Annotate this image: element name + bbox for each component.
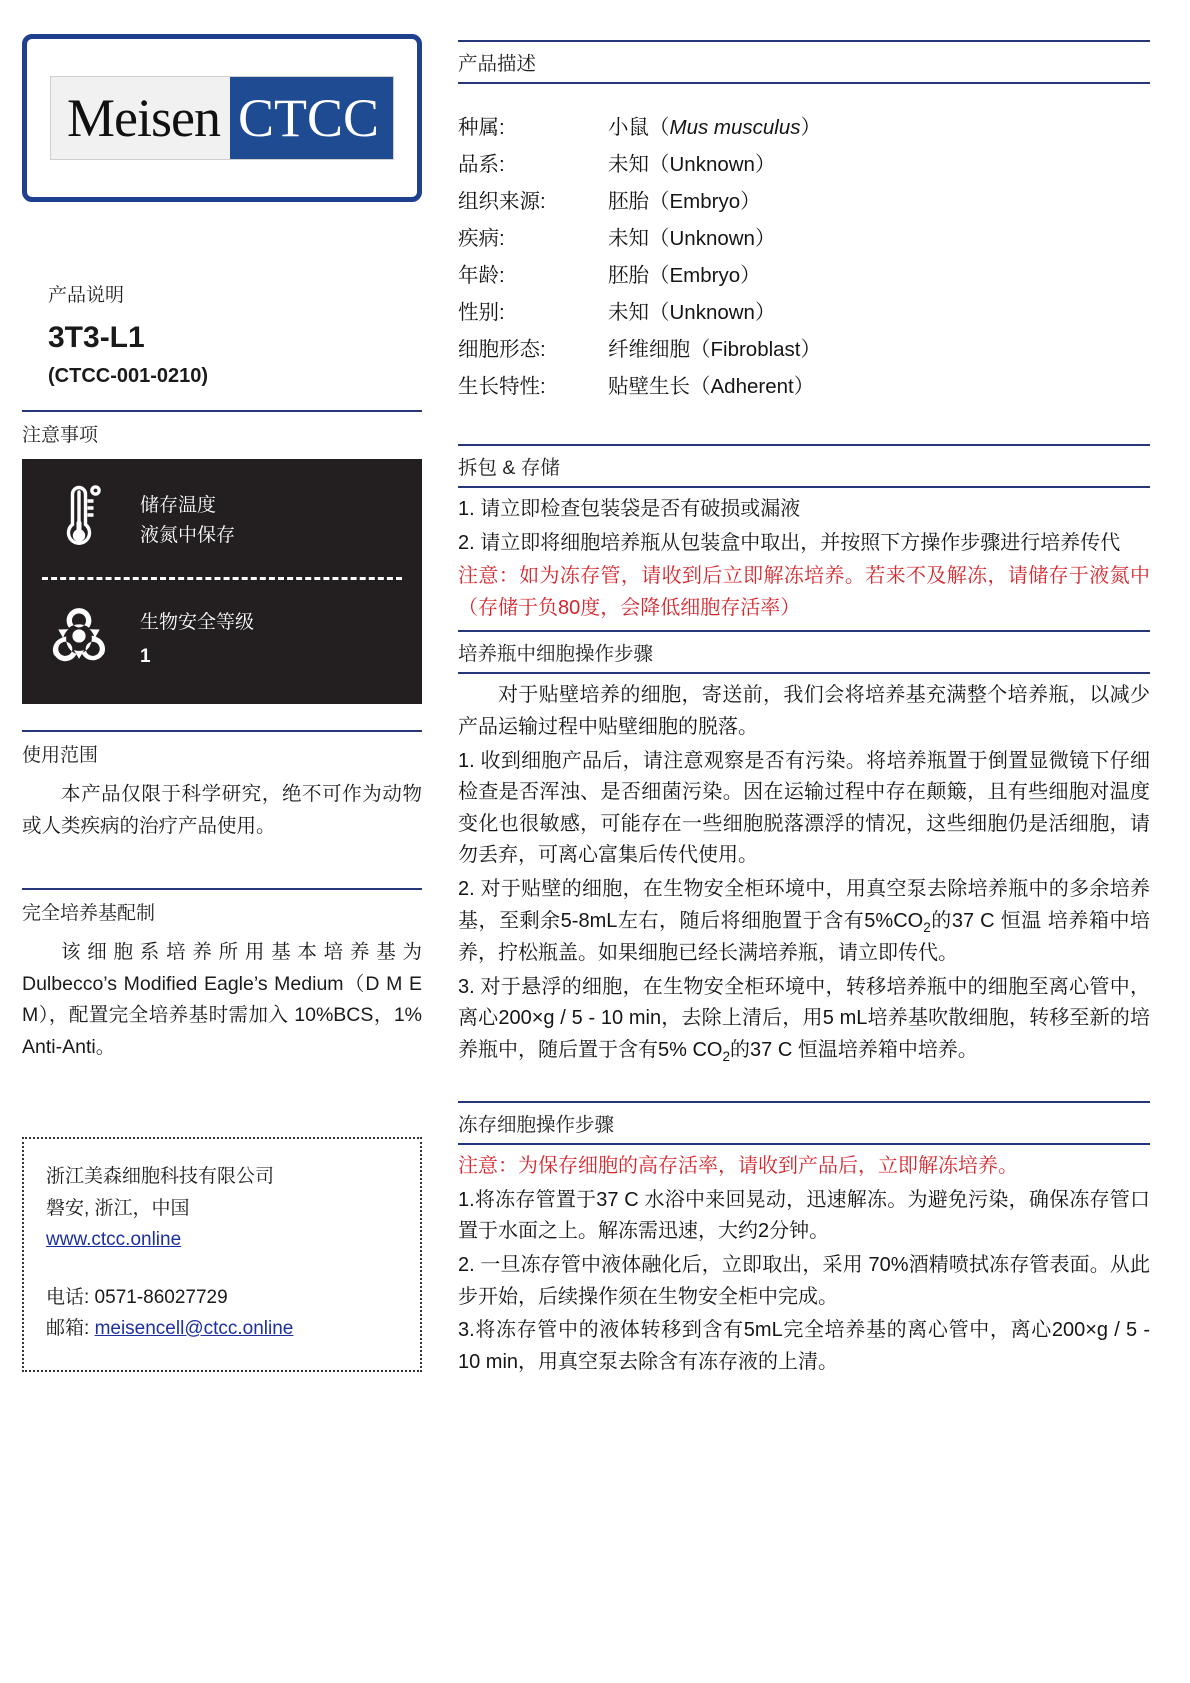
left-column — [22, 34, 422, 1663]
spec-value: 未知（Unknown） — [608, 300, 776, 324]
spec-value: 贴壁生长（Adherent） — [608, 374, 815, 398]
divider — [458, 444, 1150, 446]
cryo-step-3: 3.将冻存管中的液体转移到含有5mL完全培养基的离心管中，离心200×g / 5 - 10 min，用真空泵去除含有冻存液的上清。 — [458, 1319, 1150, 1373]
spec-value: 未知（Unknown） — [608, 226, 776, 250]
flask-body — [458, 680, 1150, 1067]
divider — [458, 1143, 1150, 1145]
divider — [458, 82, 1150, 84]
biosafety-text — [140, 608, 254, 668]
spec-key: 细胞形态: — [458, 337, 546, 361]
spec-value: 纤维细胞（Fibroblast） — [608, 337, 822, 361]
spec-value — [608, 106, 1150, 143]
phone-text: 电话: 0571-86027729 — [46, 1286, 228, 1308]
divider — [458, 630, 1150, 632]
spec-key: 种属: — [458, 115, 505, 139]
cryo-body — [458, 1151, 1150, 1378]
table-row — [458, 180, 1150, 217]
cryo-warning: 注意：为保存细胞的高存活率，请收到产品后，立即解冻培养。 — [458, 1155, 1018, 1178]
table-row — [458, 106, 1150, 143]
storage-temp-value: 液氮中保存 — [140, 525, 236, 546]
spec-value: 未知（Unknown） — [608, 152, 776, 176]
divider — [22, 888, 422, 890]
spacer — [458, 1069, 1150, 1095]
biosafety-title: 生物安全等级 — [140, 611, 255, 633]
unpacking-section-title: 拆包 & 存储 — [458, 457, 560, 479]
spec-value: 胚胎（Embryo） — [608, 263, 761, 287]
email-label: 邮箱: — [46, 1317, 90, 1339]
table-row — [458, 143, 1150, 180]
logo-text-meisen: Meisen — [51, 77, 230, 159]
product-label: 产品说明 — [48, 285, 125, 306]
flask-step-2-a: 2. 对于贴壁的细胞，在生物安全柜环境中，用真空泵去除培养瓶中的多余培养基，至剩余5-8mL左右，随后将细胞置于含有5%CO — [458, 877, 1150, 932]
unpack-warning: 注意：如为冻存管，请收到后立即解冻培养。若来不及解冻，请储存于液氮中（存储于负80度，会降低细胞存活率） — [458, 565, 1150, 619]
unpack-step-2: 2. 请立即将细胞培养瓶从包装盒中取出，并按照下方操作步骤进行培养传代 — [458, 531, 1121, 554]
divider — [22, 410, 422, 412]
divider — [458, 672, 1150, 674]
logo-inner — [50, 76, 394, 160]
flask-step-2 — [458, 874, 1150, 970]
unpack-step-1: 1. 请立即检查包装袋是否有破损或漏液 — [458, 498, 801, 520]
flask-step-3-sub: 2 — [722, 1048, 731, 1064]
flask-step-3 — [458, 972, 1150, 1068]
flask-step-3-b: 的37 C 恒温培养箱中培养。 — [730, 1038, 978, 1061]
table-row — [458, 365, 1150, 402]
spec-key: 疾病: — [458, 226, 505, 250]
spec-key: 生长特性: — [458, 374, 546, 398]
biosafety-row — [42, 594, 402, 682]
unpacking-body — [458, 494, 1150, 624]
storage-temp-row — [42, 477, 402, 565]
divider — [458, 40, 1150, 42]
cryo-section-title: 冻存细胞操作步骤 — [458, 1114, 615, 1137]
card-divider — [42, 577, 402, 580]
company-city: 磐安, 浙江，中国 — [46, 1197, 190, 1219]
specification-table — [458, 106, 1150, 402]
flask-step-1: 1. 收到细胞产品后，请注意观察是否有污染。将培养瓶置于倒置显微镜下仔细检查是否浑浊、是否细菌污染。因在运输过程中存在颠簸，且有些细胞对温度变化也很敏感，可能存在一些细胞脱落漂浮的情况，这些细胞仍是活细胞，请勿丢弃，可离心富集后传代使用。 — [458, 749, 1150, 867]
flask-step-3-a: 3. 对于悬浮的细胞，在生物安全柜环境中，转移培养瓶中的细胞至离心管中，离心200×g / 5 - 10 min，去除上清后，用5 mL培养基吹散细胞，转移至新的培养瓶中，随后置于含有5% CO — [458, 975, 1150, 1061]
storage-card — [22, 459, 422, 704]
divider — [22, 730, 422, 732]
medium-section-title: 完全培养基配制 — [22, 903, 156, 925]
table-row — [458, 291, 1150, 328]
flask-step-2-sub: 2 — [923, 919, 931, 935]
cryo-step-1: 1.将冻存管置于37 C 水浴中来回晃动，迅速解冻。为避免污染，确保冻存管口置于水面之上。解冻需迅速，大约2分钟。 — [458, 1188, 1150, 1243]
spec-value-tail: ） — [800, 115, 822, 139]
medium-text: 该细胞系培养所用基本培养基为 Dulbecco’s Modified Eagle’s Medium（D M E M），配置完全培养基时需加入 10%BCS，1% Anti-Anti。 — [22, 941, 422, 1058]
description-section-title: 产品描述 — [458, 53, 537, 75]
table-row — [458, 254, 1150, 291]
divider — [458, 486, 1150, 488]
spec-value-italic: Mus musculus — [669, 115, 801, 139]
email-link[interactable]: meisencell@ctcc.online — [94, 1317, 294, 1339]
product-code: (CTCC-001-0210) — [48, 365, 209, 387]
scope-text: 本产品仅限于科学研究，绝不可作为动物或人类疾病的治疗产品使用。 — [22, 783, 422, 837]
spec-key: 品系: — [458, 152, 505, 176]
spacer — [22, 842, 422, 878]
divider — [458, 1101, 1150, 1103]
spec-key: 年龄: — [458, 263, 505, 287]
logo-text-ctcc: CTCC — [230, 77, 393, 159]
table-row — [458, 217, 1150, 254]
cryo-step-2: 2. 一旦冻存管中液体融化后，立即取出，采用 70%酒精喷拭冻存管表面。从此步开始，后续操作须在生物安全柜中完成。 — [458, 1254, 1150, 1308]
biosafety-value: 1 — [140, 646, 151, 668]
spec-key: 性别: — [458, 300, 505, 324]
company-name: 浙江美森细胞科技有限公司 — [46, 1166, 275, 1188]
website-link[interactable]: www.ctcc.online — [46, 1229, 182, 1251]
thermometer-icon — [42, 483, 116, 559]
spec-value-cn: 小鼠（ — [608, 115, 670, 139]
flask-intro: 对于贴壁培养的细胞，寄送前，我们会将培养基充满整个培养瓶，以减少产品运输过程中贴壁细胞的脱落。 — [458, 684, 1150, 738]
scope-section-title: 使用范围 — [22, 745, 99, 766]
flask-section-title: 培养瓶中细胞操作步骤 — [458, 643, 654, 666]
storage-temp-text — [140, 491, 235, 552]
notice-section-title: 注意事项 — [22, 425, 99, 446]
table-row — [458, 328, 1150, 365]
spacer — [46, 1256, 400, 1282]
page-title: 3T3-L1 — [48, 321, 145, 354]
biohazard-icon — [42, 605, 116, 671]
storage-temp-title: 储存温度 — [140, 494, 217, 516]
right-column — [422, 34, 1150, 1663]
spacer — [458, 402, 1150, 438]
flask-step-2-b: 的37 C 恒温 培养箱中培养，拧松瓶盖。如果细胞已经长满培养瓶，请立即传代。 — [458, 909, 1150, 964]
brand-logo — [22, 34, 422, 202]
spec-key: 组织来源: — [458, 189, 546, 213]
spec-value: 胚胎（Embryo） — [608, 189, 761, 213]
contact-box — [22, 1137, 422, 1372]
